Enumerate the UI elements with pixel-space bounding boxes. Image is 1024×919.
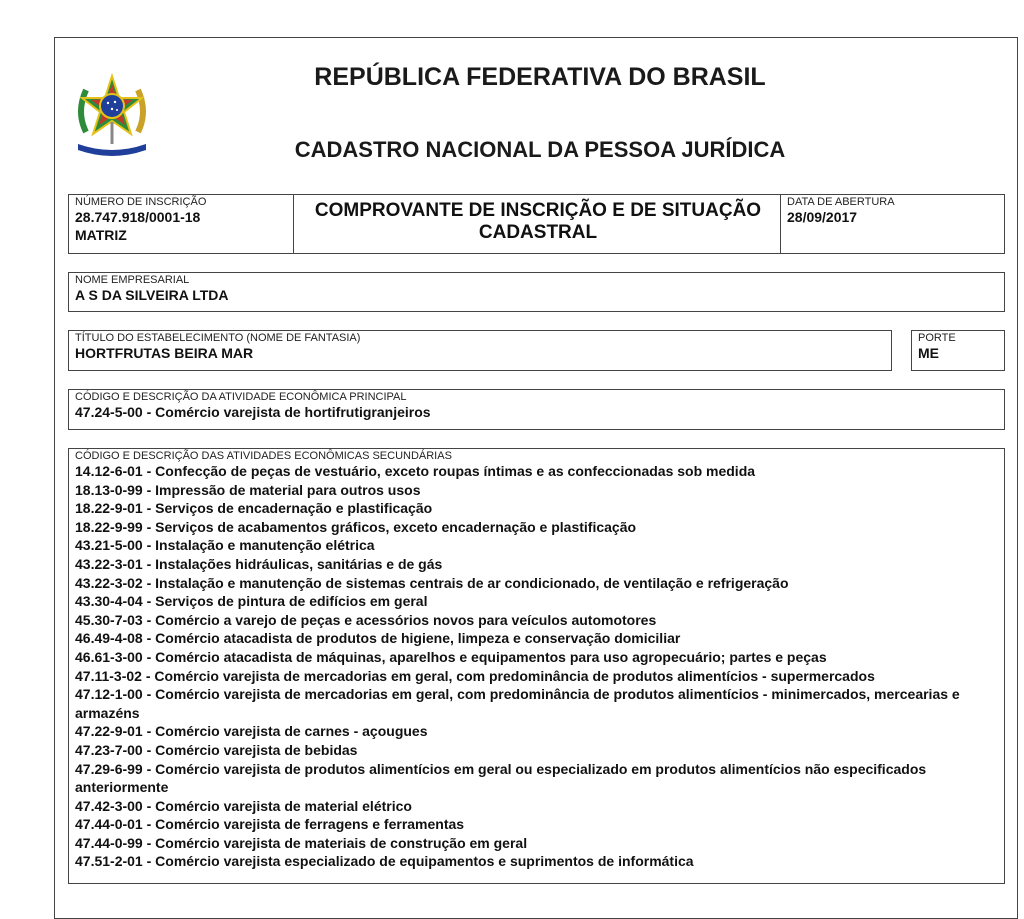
document-title-box [293,194,781,254]
header-cadastro: CADASTRO NACIONAL DA PESSOA JURÍDICA [294,137,786,162]
inscricao-label: NÚMERO DE INSCRIÇÃO [75,196,207,208]
atividade-secundaria-item: 47.12-1-00 - Comércio varejista de mercadorias em geral, com predominância de produtos alimentícios - minimercados, mercearias e armazéns [75,686,960,721]
atividade-secundaria-item: 47.42-3-00 - Comércio varejista de material elétrico [75,797,412,814]
document-title [294,200,782,244]
atividade-secundaria-item: 14.12-6-01 - Confecção de peças de vestuário, exceto roupas íntimas e as confeccionadas sob medida [75,463,756,479]
fantasia-label: TÍTULO DO ESTABELECIMENTO (NOME DE FANTASIA) [75,332,361,344]
inscricao-box [68,194,294,254]
atividade-secundaria-item: 47.44-0-99 - Comércio varejista de materiais de construção em geral [75,834,528,851]
abertura-label: DATA DE ABERTURA [787,196,895,208]
atividade-secundaria-item: 47.44-0-01 - Comércio varejista de ferragens e ferramentas [75,816,465,833]
atividade-principal-box [68,389,1005,430]
document-title-line1: COMPROVANTE DE INSCRIÇÃO E DE SITUAÇÃO [314,200,762,221]
atividades-secundarias-box [68,448,1005,884]
atividade-principal-value: 47.24-5-00 - Comércio varejista de hortifrutigranjeiros [75,404,431,420]
atividade-secundaria-item: 47.22-9-01 - Comércio varejista de carnes - açougues [75,723,428,740]
atividade-secundaria-item: 47.23-7-00 - Comércio varejista de bebidas [75,741,358,758]
porte-label: PORTE [918,332,956,344]
header-republica: REPÚBLICA FEDERATIVA DO BRASIL [314,63,766,91]
atividade-secundaria-item: 43.22-3-01 - Instalações hidráulicas, sanitárias e de gás [75,555,443,572]
atividades-secundarias-list [69,462,1004,871]
atividade-principal-label: CÓDIGO E DESCRIÇÃO DA ATIVIDADE ECONÔMICA PRINCIPAL [75,391,407,403]
atividade-secundaria-item: 45.30-7-03 - Comércio a varejo de peças e acessórios novos para veículos automotores [75,611,657,628]
nome-empresarial-value: A S DA SILVEIRA LTDA [75,287,229,303]
atividade-secundaria-item: 43.22-3-02 - Instalação e manutenção de sistemas centrais de ar condicionado, de ventilação e refrigeração [75,574,789,591]
fantasia-box [68,330,892,371]
atividade-secundaria-item: 43.30-4-04 - Serviços de pintura de edifícios em geral [75,593,428,610]
abertura-value: 28/09/2017 [787,209,858,225]
atividades-secundarias-label: CÓDIGO E DESCRIÇÃO DAS ATIVIDADES ECONÔMICAS SECUNDÁRIAS [75,450,452,462]
nome-empresarial-label: NOME EMPRESARIAL [75,274,190,286]
atividade-secundaria-item: 46.61-3-00 - Comércio atacadista de máquinas, aparelhos e equipamentos para uso agropecuário; partes e peças [75,648,827,665]
brazil-coat-of-arms-icon [72,72,152,158]
porte-value: ME [918,345,939,361]
porte-box [911,330,1005,371]
atividade-secundaria-item: 47.11-3-02 - Comércio varejista de mercadorias em geral, com predominância de produtos alimentícios - supermercados [75,667,875,684]
atividade-secundaria-item: 47.51-2-01 - Comércio varejista especializado de equipamentos e suprimentos de informática [75,853,694,870]
inscricao-type: MATRIZ [75,227,127,243]
abertura-box [780,194,1005,254]
atividade-secundaria-item: 18.13-0-99 - Impressão de material para outros usos [75,481,421,498]
fantasia-value: HORTFRUTAS BEIRA MAR [75,345,254,361]
atividade-secundaria-item: 18.22-9-01 - Serviços de encadernação e plastificação [75,500,433,517]
atividade-secundaria-item: 46.49-4-08 - Comércio atacadista de produtos de higiene, limpeza e conservação domiciliar [75,630,681,647]
atividade-secundaria-item: 43.21-5-00 - Instalação e manutenção elétrica [75,537,375,554]
document-title-line2: CADASTRAL [478,222,598,243]
atividade-secundaria-item: 47.29-6-99 - Comércio varejista de produtos alimentícios em geral ou especializado em produtos alimentícios não especificados anteriormente [75,760,927,796]
nome-empresarial-box [68,272,1005,312]
atividade-secundaria-item: 18.22-9-99 - Serviços de acabamentos gráficos, exceto encadernação e plastificação [75,518,637,535]
inscricao-number: 28.747.918/0001-18 [75,209,201,225]
